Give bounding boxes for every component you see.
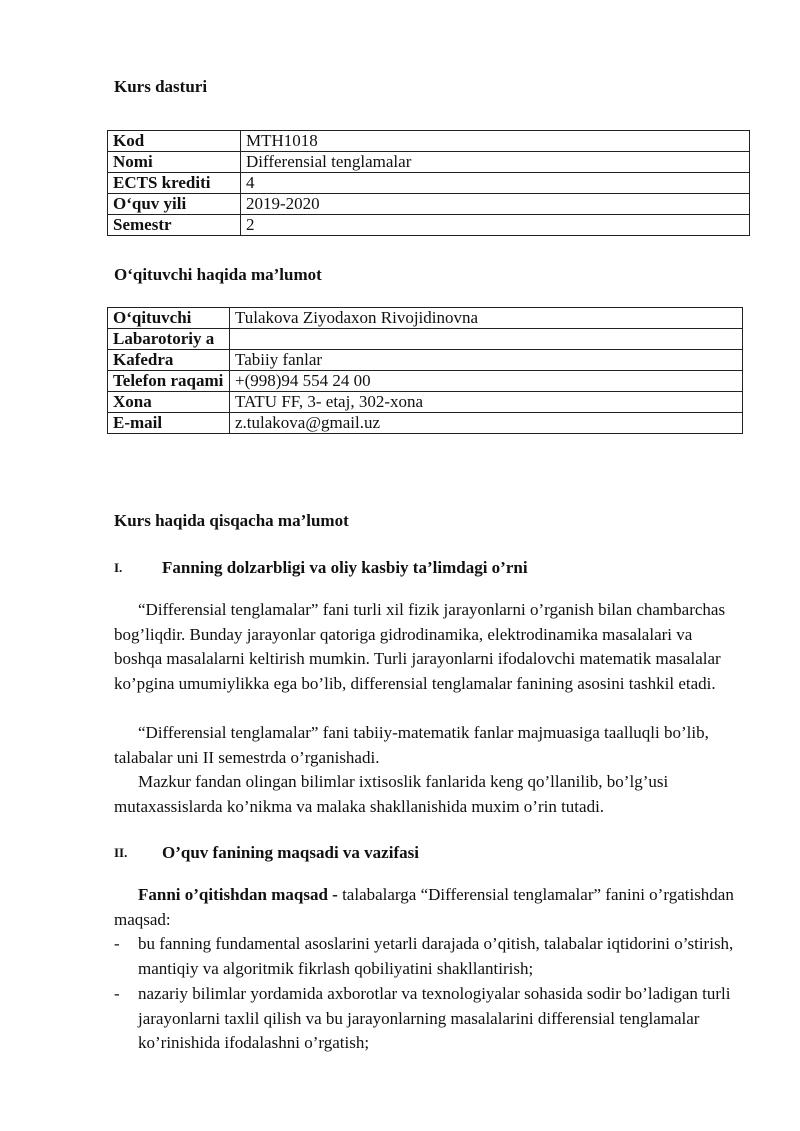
- course-key: Nomi: [108, 152, 241, 173]
- list-item-text: bu fanning fundamental asoslarini yetarli darajada o’qitish, talabalar iqtidorini o’stirish, mantiqiy va algoritmik fikrlash qobiliyatini shakllantirish;: [138, 934, 734, 978]
- course-info-table: [107, 130, 750, 236]
- table-row: [108, 131, 750, 152]
- table-row: [108, 329, 743, 350]
- teacher-value: Tulakova Ziyodaxon Rivojidinovna: [230, 308, 743, 329]
- paragraph: Mazkur fandan olingan bilimlar ixtisoslik fanlarida keng qo’llanilib, bo’lg’usi mutaxassislarda ko’nikma va malaka shakllanishida muxim o’rin tutadi.: [114, 772, 669, 816]
- teacher-key: Telefon raqami: [108, 371, 230, 392]
- bullet-dash: -: [114, 934, 120, 953]
- course-value: Differensial tenglamalar: [241, 152, 750, 173]
- document-title: Kurs dasturi: [114, 77, 208, 96]
- teacher-key: E-mail: [108, 413, 230, 434]
- teacher-key: Xona: [108, 392, 230, 413]
- section-number: II.: [114, 845, 128, 860]
- course-key: Kod: [108, 131, 241, 152]
- goal-label: Fanni o’qitishdan maqsad -: [138, 885, 338, 904]
- table-row: [108, 350, 743, 371]
- summary-heading: Kurs haqida qisqacha ma’lumot: [114, 511, 349, 530]
- table-row: [108, 308, 743, 329]
- teacher-key: Kafedra: [108, 350, 230, 371]
- teacher-key: O‘qituvchi: [108, 308, 230, 329]
- goal-text: talabalarga “Differensial tenglamalar” fanini o’rgatishdan maqsad:: [114, 885, 734, 929]
- course-value: 2: [241, 215, 750, 236]
- table-row: [108, 215, 750, 236]
- course-value: MTH1018: [241, 131, 750, 152]
- paragraph: “Differensial tenglamalar” fani turli xil fizik jarayonlarni o’rganish bilan chambarchas bog’liqdir. Bunday jarayonlar qatoriga gidrodinamika, elektrodinamika masalalari va boshqa masalalarni keltirish mumkin. Turli jarayonlarni ifodalovchi matematik masalalar ko’pgina umumiylikka ega bo’lib, differensial tenglamalar fanining asosini tashkil etadi.: [114, 600, 726, 693]
- course-value: 4: [241, 173, 750, 194]
- teacher-key: [108, 329, 230, 350]
- table-row: [108, 392, 743, 413]
- list-item: [114, 982, 744, 1056]
- teacher-value: +(998)94 554 24 00: [230, 371, 743, 392]
- course-key: O‘quv yili: [108, 194, 241, 215]
- section-title: O’quv fanining maqsadi va vazifasi: [162, 843, 419, 862]
- teacher-value: [230, 329, 743, 350]
- table-row: [108, 371, 743, 392]
- goal-paragraph: [114, 883, 734, 932]
- section-number: I.: [114, 560, 123, 575]
- course-key: ECTS krediti: [108, 173, 241, 194]
- section-title: Fanning dolzarbligi va oliy kasbiy ta’limdagi o’rni: [162, 558, 528, 577]
- table-row: [108, 194, 750, 215]
- course-key: Semestr: [108, 215, 241, 236]
- teacher-email: z.tulakova@gmail.uz: [230, 413, 743, 434]
- table-row: [108, 173, 750, 194]
- course-value: 2019-2020: [241, 194, 750, 215]
- bullet-dash: -: [114, 984, 120, 1003]
- table-row: [108, 152, 750, 173]
- teacher-info-table: [107, 307, 743, 434]
- teacher-heading: O‘qituvchi haqida ma’lumot: [114, 265, 322, 284]
- teacher-key-text: Labarotoriy a: [113, 329, 215, 348]
- list-item-text: nazariy bilimlar yordamida axborotlar va texnologiyalar sohasida sodir bo’ladigan turli jarayonlarni taxlil qilish va bu jarayonlarning masalalarini differensial tenglamalar ko’rinishida ifodalashni o’rgatish;: [138, 984, 731, 1053]
- teacher-value: TATU FF, 3- etaj, 302-xona: [230, 392, 743, 413]
- teacher-value: Tabiiy fanlar: [230, 350, 743, 371]
- paragraph: “Differensial tenglamalar” fani tabiiy-matematik fanlar majmuasiga taalluqli bo’lib, talabalar uni II semestrda o’rganishadi.: [114, 723, 709, 767]
- table-row: [108, 413, 743, 434]
- list-item: [114, 932, 744, 981]
